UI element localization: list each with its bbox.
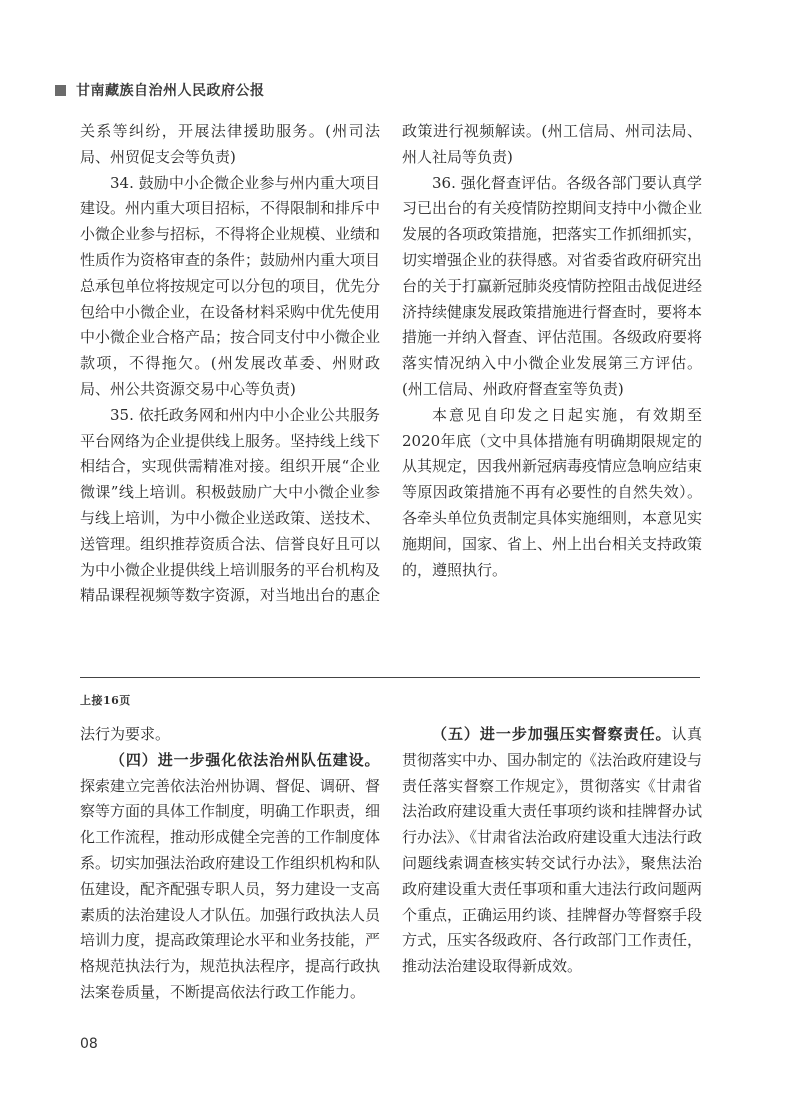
page-header: [55, 80, 265, 100]
continued-from-label: 上接16页: [80, 694, 131, 707]
header-marker: [55, 85, 66, 96]
publication-title: 甘南藏族自治州人民政府公报: [76, 83, 265, 99]
section-body: 探索建立完善依法治州协调、督促、调研、督察等方面的具体工作制度，明确工作职责，细化工作流程，推动形成健全完善的工作制度体系。切实加强法治政府建设工作组织机构和队伍建设，配齐配强专职人员，努力建设一支高素质的法治建设人才队伍。加强行政执法人员培训力度，提高政策理论水平和业务技能，严格规范执法行为，规范执法程序，提高行政执法案卷质量，不断提高依法行政工作能力。: [80, 776, 381, 1001]
paragraph-section-4: [80, 748, 380, 1006]
section-divider: [80, 677, 700, 678]
bottom-right-column: [402, 722, 702, 980]
paragraph: 关系等纠纷，开展法律援助服务。(州司法局、州贸促支会等负责): [80, 122, 380, 166]
top-right-column: [402, 119, 702, 583]
page-number: 08: [80, 1036, 98, 1052]
paragraph: 法行为要求。: [80, 725, 171, 743]
paragraph-item-35: 35. 依托政务网和州内中小企业公共服务平台网络为企业提供线上服务。坚持线上线下相结合，实现供需精准对接。组织开展“企业微课”线上培训。积极鼓励广大中小微企业参与线上培训，为中小微企业送政策、送技术、送管理。组织推荐资质合法、信誉良好且可以为中小微企业提供线上培训服务的平台机构及精品课程视频等数字资源，对当地出台的惠企: [80, 405, 381, 605]
paragraph-section-5: [402, 722, 702, 980]
section-body: 认真贯彻落实中办、国办制定的《法治政府建设与责任落实督察工作规定》，贯彻落实《甘肃省法治政府建设重大责任事项约谈和挂牌督办试行办法》、《甘肃省法治政府建设重大违法行政问题线索调查核实转交试行办法》，聚焦法治政府建设重大责任事项和重大违法行政问题两个重点，正确运用约谈、挂牌督办等督察手段方式，压实各级政府、各行政部门工作责任，推动法治建设取得新成效。: [402, 725, 703, 976]
paragraph-item-36: 36. 强化督查评估。各级各部门要认真学习已出台的有关疫情防控期间支持中小微企业发展的各项政策措施，把落实工作抓细抓实，切实增强企业的获得感。对省委省政府研究出台的关于打赢新冠肺炎疫情防控阻击战促进经济持续健康发展政策措施进行督查时，要将本措施一并纳入督查、评估范围。各级政府要将落实情况纳入中小微企业发展第三方评估。(州工信局、州政府督查室等负责): [402, 173, 703, 398]
top-left-column: [80, 119, 380, 609]
section-heading: （五）进一步加强压实督察责任。: [432, 725, 672, 743]
paragraph-item-34: 34. 鼓励中小企微企业参与州内重大项目建设。州内重大项目招标，不得限制和排斥中小微企业参与招标，不得将企业规模、业绩和性质作为资格审查的条件；鼓励州内重大项目总承包单位将按规定可以分包的项目，优先分包给中小微企业，在设备材料采购中优先使用中小微企业合格产品；按合同支付中小微企业款项，不得拖欠。(州发展改革委、州财政局、州公共资源交易中心等负责): [80, 173, 381, 398]
paragraph-effective-date: 本意见自印发之日起实施，有效期至2020年底（文中具体措施有明确期限规定的从其规定，因我州新冠病毒疫情应急响应结束等原因政策措施不再有必要性的自然失效）。各牵头单位负责制定具体实施细则，本意见实施期间，国家、省上、州上出台相关支持政策的，遵照执行。: [402, 405, 703, 579]
section-heading: （四）进一步强化依法治州队伍建设。: [110, 750, 380, 769]
paragraph: 政策进行视频解读。(州工信局、州司法局、州人社局等负责): [402, 122, 702, 166]
bottom-left-column: [80, 722, 380, 1006]
